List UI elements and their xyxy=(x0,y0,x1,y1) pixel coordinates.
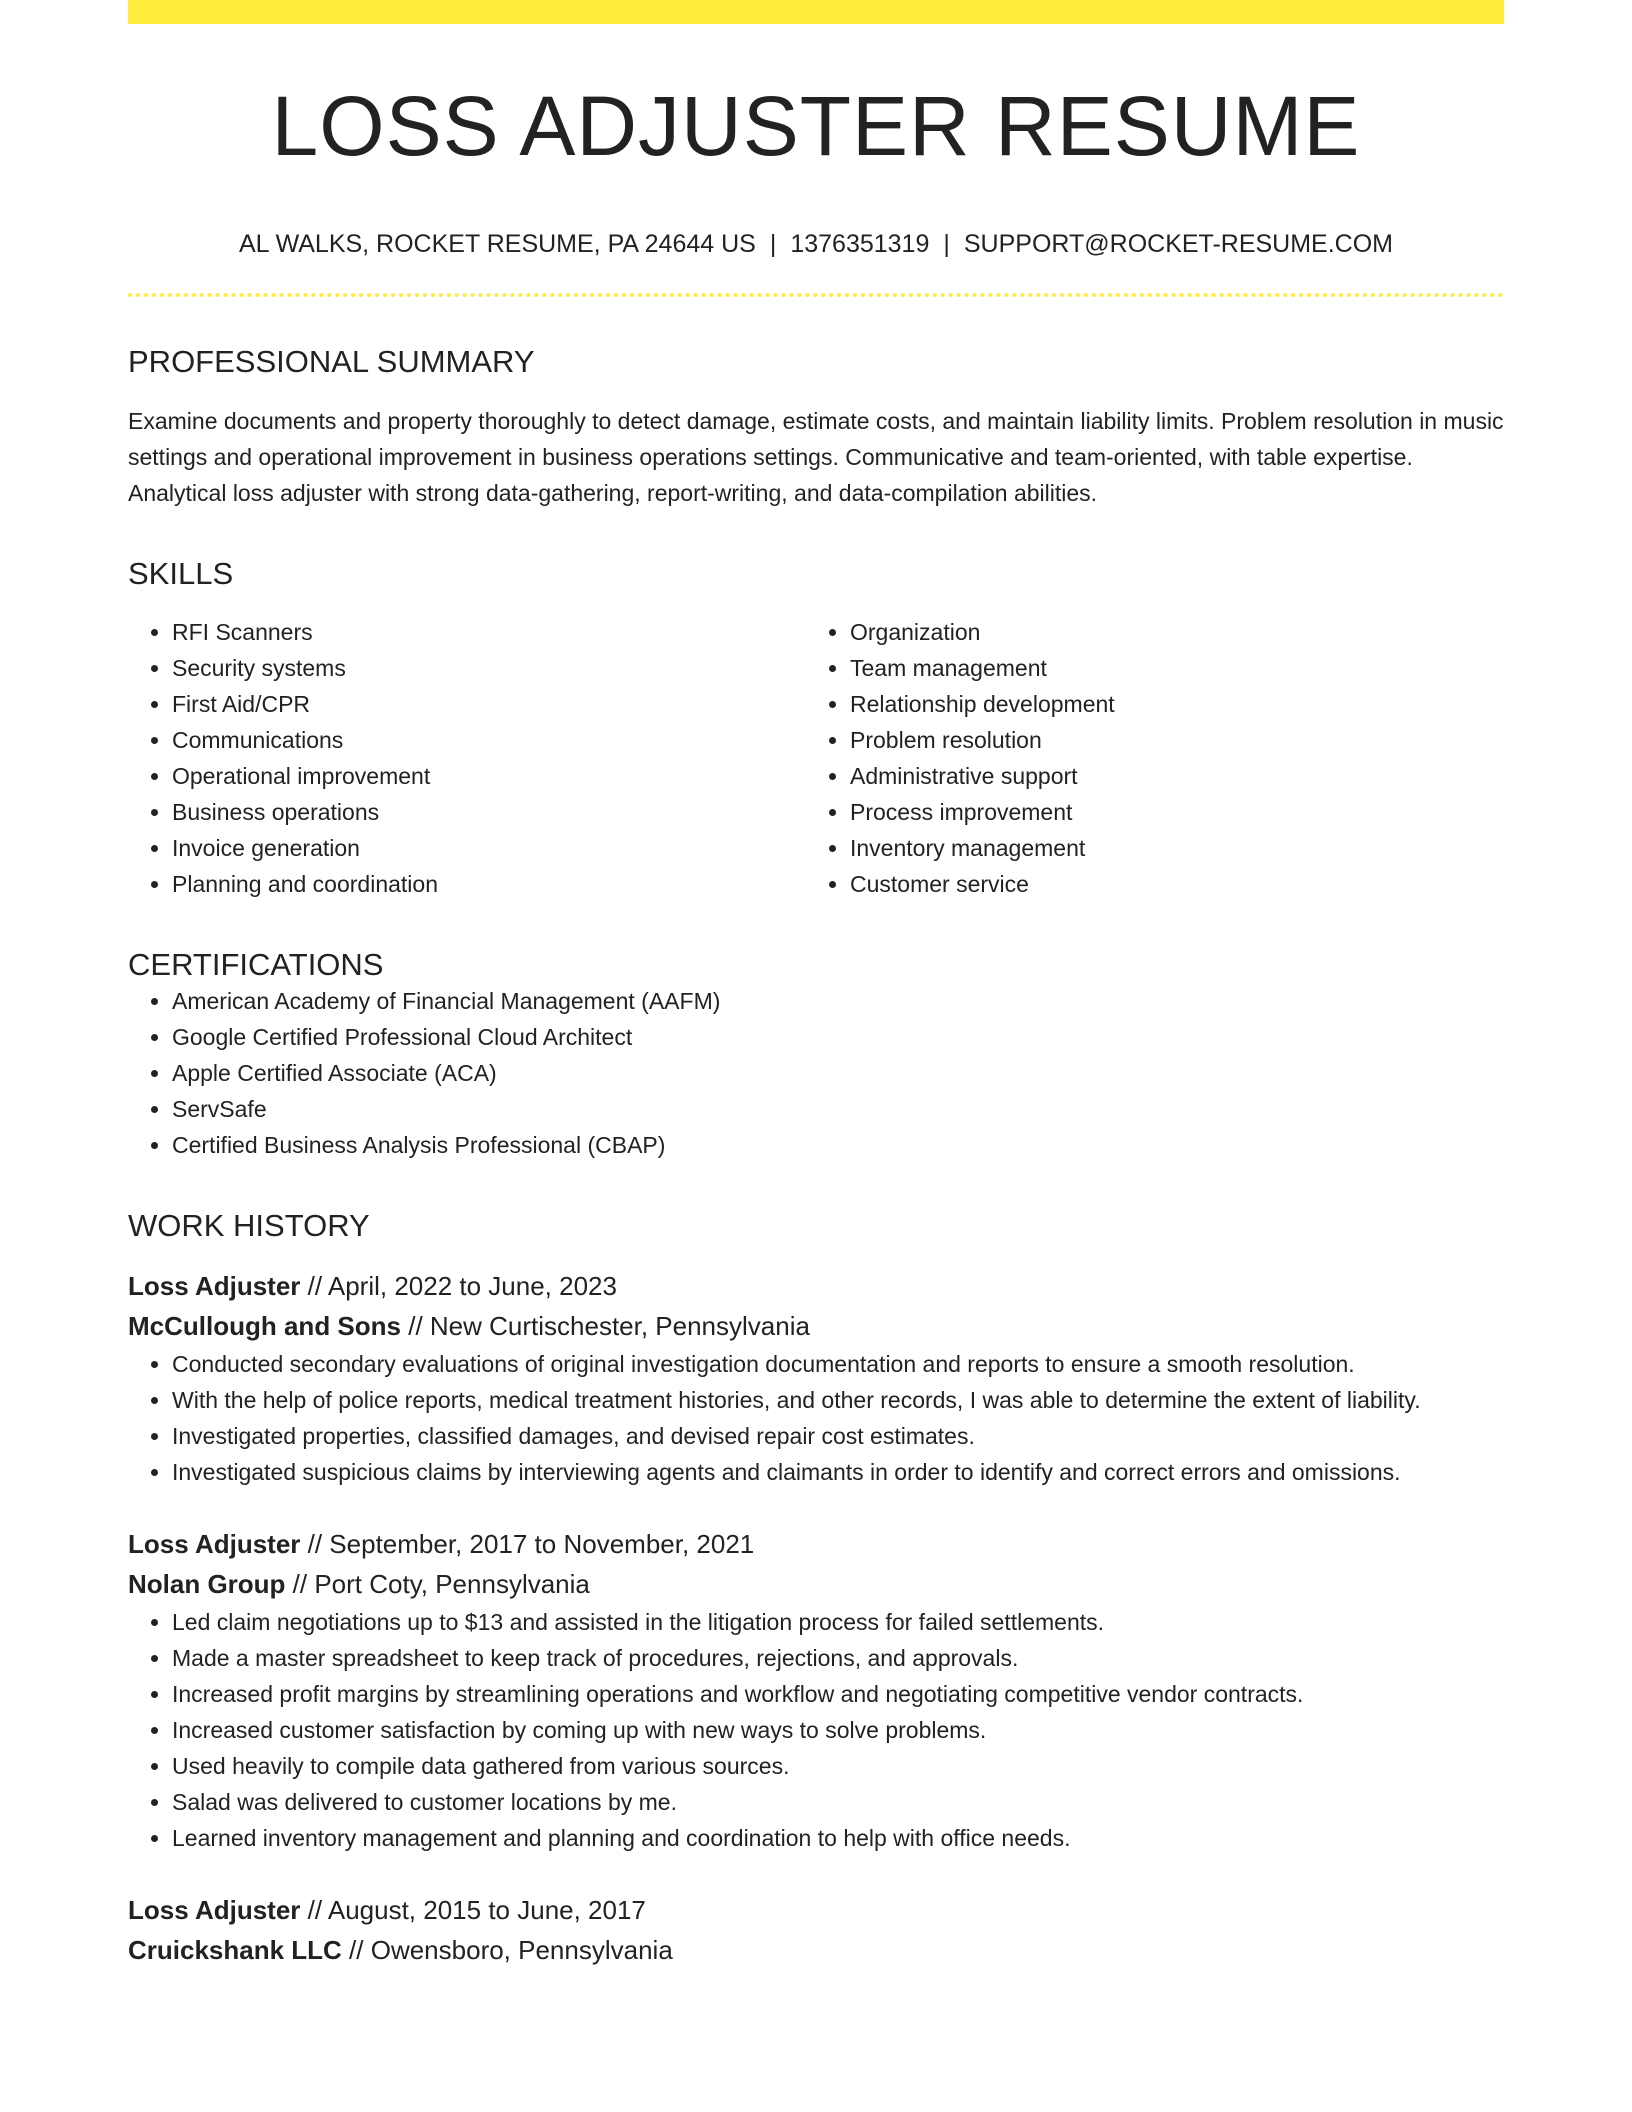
contact-email[interactable]: SUPPORT@ROCKET-RESUME.COM xyxy=(963,230,1394,259)
job-title: Loss Adjuster xyxy=(128,1529,301,1560)
skills-column-right xyxy=(806,614,1484,902)
job-location: // Owensboro, Pennsylvania xyxy=(341,1935,673,1966)
job-bullet: • Led claim negotiations up to $13 and assisted in the litigation process for failed settlements. xyxy=(172,1604,1504,1640)
certification-item: • Apple Certified Associate (ACA) xyxy=(172,1055,1504,1091)
job-bullet: • Used heavily to compile data gathered from various sources. xyxy=(172,1748,1504,1784)
skill-item: • Problem resolution xyxy=(850,722,1484,758)
skill-item: • First Aid/CPR xyxy=(172,686,806,722)
contact-address: AL WALKS, ROCKET RESUME, PA 24644 US xyxy=(238,230,756,259)
certification-item: • Certified Business Analysis Professional (CBAP) xyxy=(172,1127,1504,1163)
skill-item: • Planning and coordination xyxy=(172,866,806,902)
job-dates: // September, 2017 to November, 2021 xyxy=(300,1529,755,1560)
job-bullets xyxy=(128,1604,1504,1856)
skill-item: • Organization xyxy=(850,614,1484,650)
certifications-heading: CERTIFICATIONS xyxy=(128,946,384,982)
skills-section xyxy=(128,555,1504,902)
resume-page xyxy=(128,0,1504,1970)
job-dates: // April, 2022 to June, 2023 xyxy=(300,1271,617,1302)
job-bullets xyxy=(128,1346,1504,1490)
skill-item: • RFI Scanners xyxy=(172,614,806,650)
job-bullet: • Salad was delivered to customer locations by me. xyxy=(172,1784,1504,1820)
job-title: Loss Adjuster xyxy=(128,1271,301,1302)
skill-item: • Process improvement xyxy=(850,794,1484,830)
skill-item: • Customer service xyxy=(850,866,1484,902)
job-location: // New Curtischester, Pennsylvania xyxy=(401,1311,810,1342)
job-title-line xyxy=(128,1266,1504,1306)
job-bullet: • Investigated properties, classified damages, and devised repair cost estimates. xyxy=(172,1418,1504,1454)
certification-item: • Google Certified Professional Cloud Architect xyxy=(172,1019,1504,1055)
job-location: // Port Coty, Pennsylvania xyxy=(285,1569,590,1600)
job-bullet: • Increased customer satisfaction by coming up with new ways to solve problems. xyxy=(172,1712,1504,1748)
header-divider xyxy=(128,293,1504,297)
contact-line xyxy=(128,230,1504,259)
skill-item: • Invoice generation xyxy=(172,830,806,866)
job-bullet: • With the help of police reports, medical treatment histories, and other records, I was able to determine the extent of liability. xyxy=(172,1382,1504,1418)
certification-item: • American Academy of Financial Management (AAFM) xyxy=(172,983,1504,1019)
job-entry xyxy=(128,1266,1504,1490)
summary-section xyxy=(128,343,1504,510)
skills-list-left xyxy=(128,614,806,902)
job-title: Loss Adjuster xyxy=(128,1895,301,1926)
job-company: McCullough and Sons xyxy=(128,1311,401,1342)
skills-grid xyxy=(128,614,1504,902)
skill-item: • Team management xyxy=(850,650,1484,686)
skill-item: • Communications xyxy=(172,722,806,758)
job-bullet: • Conducted secondary evaluations of original investigation documentation and reports to ensure a smooth resolution. xyxy=(172,1346,1504,1382)
skills-list-right xyxy=(806,614,1484,902)
contact-phone: 1376351319 xyxy=(790,230,930,259)
job-company-line xyxy=(128,1930,1504,1970)
skill-item: • Relationship development xyxy=(850,686,1484,722)
skill-item: • Inventory management xyxy=(850,830,1484,866)
job-bullet: • Investigated suspicious claims by interviewing agents and claimants in order to identify and correct errors and omissions. xyxy=(172,1454,1504,1490)
contact-separator: | xyxy=(769,230,777,259)
job-bullet: • Increased profit margins by streamlining operations and workflow and negotiating competitive vendor contracts. xyxy=(172,1676,1504,1712)
work-history-section xyxy=(128,1207,1504,1970)
summary-heading: PROFESSIONAL SUMMARY xyxy=(128,344,535,380)
skill-item: • Business operations xyxy=(172,794,806,830)
job-dates: // August, 2015 to June, 2017 xyxy=(300,1895,646,1926)
job-title-line xyxy=(128,1890,1504,1930)
job-bullet: • Made a master spreadsheet to keep track of procedures, rejections, and approvals. xyxy=(172,1640,1504,1676)
job-company-line xyxy=(128,1306,1504,1346)
resume-title: LOSS ADJUSTER RESUME xyxy=(271,79,1361,173)
skill-item: • Security systems xyxy=(172,650,806,686)
skills-heading: SKILLS xyxy=(128,555,234,591)
summary-text: Examine documents and property thoroughly to detect damage, estimate costs, and maintain liability limits. Problem resolution in music settings and operational improvement in business operations settings. Communicative and team-oriented, with table expertise. Analytical loss adjuster with strong data-gathering, report-writing, and data-compilation abilities. xyxy=(128,407,1504,506)
job-title-line xyxy=(128,1524,1504,1564)
job-entry xyxy=(128,1890,1504,1970)
certification-item: • ServSafe xyxy=(172,1091,1504,1127)
top-accent-bar xyxy=(128,0,1504,24)
job-bullet: • Learned inventory management and planning and coordination to help with office needs. xyxy=(172,1820,1504,1856)
job-company: Cruickshank LLC xyxy=(128,1935,342,1966)
work-history-heading: WORK HISTORY xyxy=(128,1207,370,1243)
job-entry xyxy=(128,1524,1504,1856)
skills-column-left xyxy=(128,614,806,902)
job-company-line xyxy=(128,1564,1504,1604)
certifications-section xyxy=(128,946,1504,1163)
skill-item: • Administrative support xyxy=(850,758,1484,794)
certifications-list xyxy=(128,983,1504,1163)
skill-item: • Operational improvement xyxy=(172,758,806,794)
contact-separator: | xyxy=(943,230,950,259)
job-company: Nolan Group xyxy=(128,1569,286,1600)
